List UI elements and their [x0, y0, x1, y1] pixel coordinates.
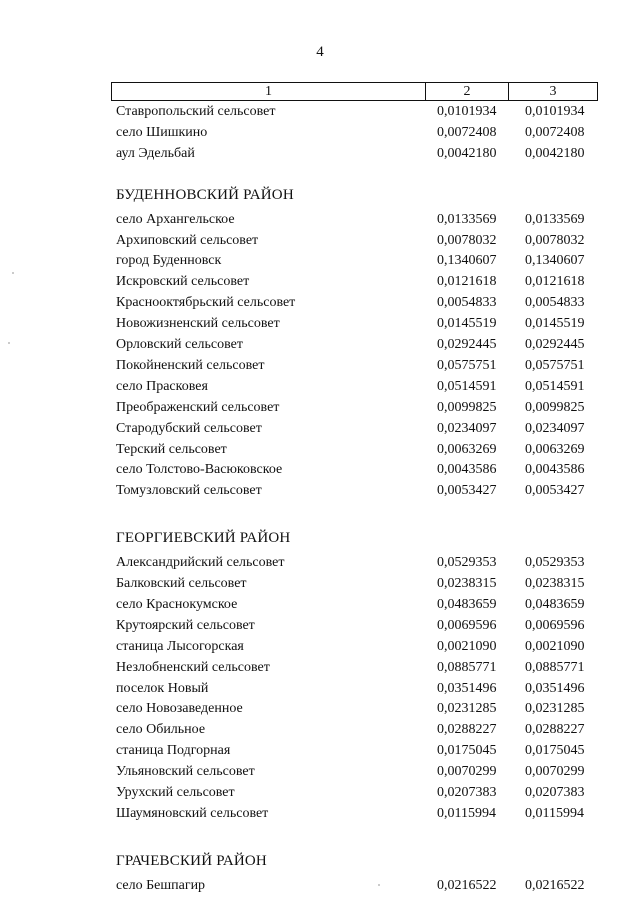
settlement-name: Александрийский сельсовет [116, 555, 285, 571]
value-col-3: 0,0101934 [525, 104, 585, 119]
settlement-name: Стародубский сельсовет [116, 420, 262, 436]
value-col-3: 0,0069596 [525, 617, 585, 633]
settlement-name: село Новозаведенное [116, 701, 243, 717]
table-row [0, 356, 640, 376]
value-col-3: 0,0207383 [525, 785, 585, 800]
table-row [0, 314, 640, 334]
table-row [0, 699, 640, 719]
value-col-2: 0,0043586 [437, 462, 497, 478]
value-col-3: 0,0121618 [525, 274, 585, 290]
table-row [0, 440, 640, 460]
settlement-name: Балковский сельсовет [116, 576, 247, 591]
district-heading-text: ГРАЧЕВСКИЙ РАЙОН [116, 852, 267, 869]
district-heading [0, 185, 640, 205]
value-col-3: 0,0078032 [525, 232, 585, 248]
value-col-2: 0,0885771 [437, 659, 497, 675]
table-row [0, 144, 640, 164]
table-row [0, 251, 640, 271]
value-col-2: 0,0099825 [437, 399, 497, 415]
value-col-3: 0,0288227 [525, 722, 585, 738]
column-header-3: 3 [509, 83, 598, 101]
value-col-3: 0,0053427 [525, 483, 585, 499]
table-row [0, 574, 640, 594]
value-col-2: 0,0069596 [437, 617, 497, 633]
value-col-2: 0,0529353 [437, 555, 497, 571]
settlement-name: аул Эдельбай [116, 145, 195, 161]
value-col-2: 0,0175045 [437, 743, 497, 759]
district-heading-text: БУДЕННОВСКИЙ РАЙОН [116, 186, 294, 203]
value-col-2: 0,0070299 [437, 764, 497, 780]
settlement-name: Искровский сельсовет [116, 274, 250, 290]
settlement-name: Краснооктябрьский сельсовет [116, 295, 296, 311]
settlement-name: Урухский сельсовет [116, 785, 235, 800]
value-col-3: 0,0021090 [525, 638, 585, 654]
settlement-name: Томузловский сельсовет [116, 483, 262, 499]
table-row [0, 293, 640, 313]
value-col-3: 0,0133569 [525, 211, 585, 227]
settlement-name: Ставропольский сельсовет [116, 104, 276, 119]
settlement-name: станица Подгорная [116, 743, 231, 759]
settlement-name: Покойненский сельсовет [116, 357, 265, 373]
value-col-3: 0,0514591 [525, 378, 585, 394]
settlement-name: село Обильное [116, 722, 206, 738]
table-row [0, 335, 640, 355]
settlement-name: село Шишкино [116, 124, 208, 140]
value-col-3: 0,0072408 [525, 124, 585, 140]
value-col-3: 0,0238315 [525, 576, 585, 591]
scan-speck [12, 272, 14, 274]
table-row [0, 553, 640, 573]
table-row [0, 741, 640, 761]
table-row [0, 231, 640, 251]
table-row [0, 377, 640, 397]
table-row [0, 398, 640, 418]
value-col-3: 0,0351496 [525, 680, 585, 696]
value-col-2: 0,0575751 [437, 357, 497, 373]
value-col-2: 0,0483659 [437, 596, 497, 612]
settlement-name: Шаумяновский сельсовет [116, 805, 269, 821]
value-col-3: 0,0483659 [525, 596, 585, 612]
value-col-2: 0,0101934 [437, 104, 497, 119]
table-row [0, 637, 640, 657]
settlement-name: село Краснокумское [116, 596, 238, 612]
value-col-2: 0,0292445 [437, 337, 497, 352]
value-col-3: 0,0115994 [525, 805, 584, 821]
settlement-name: Новожизненский сельсовет [116, 316, 280, 332]
settlement-name: село Прасковея [116, 378, 208, 394]
table-row [0, 658, 640, 678]
value-col-3: 0,0292445 [525, 337, 585, 352]
value-col-3: 0,0216522 [525, 877, 585, 893]
table-row [0, 460, 640, 480]
value-col-2: 0,0216522 [437, 877, 497, 893]
district-heading-text: ГЕОРГИЕВСКИЙ РАЙОН [116, 530, 291, 547]
table-row [0, 876, 640, 896]
value-col-3: 0,0231285 [525, 701, 585, 717]
column-header-1: 1 [112, 83, 426, 101]
table-row [0, 783, 640, 803]
value-col-2: 0,0514591 [437, 378, 497, 394]
settlement-name: село Толстово-Васюковское [116, 462, 283, 478]
settlement-name: село Бешпагир [116, 877, 206, 893]
value-col-3: 0,0043586 [525, 462, 585, 478]
table-row [0, 720, 640, 740]
value-col-3: 0,0063269 [525, 441, 585, 457]
value-col-3: 0,1340607 [525, 253, 585, 269]
value-col-3: 0,0099825 [525, 399, 585, 415]
table-row [0, 595, 640, 615]
value-col-2: 0,0115994 [437, 805, 496, 821]
table-row [0, 804, 640, 824]
table-row [0, 272, 640, 292]
settlement-name: станица Лысогорская [116, 638, 244, 654]
table-row [0, 762, 640, 782]
value-col-3: 0,0175045 [525, 743, 585, 759]
value-col-2: 0,0288227 [437, 722, 497, 738]
scan-speck [378, 884, 380, 886]
table-row [0, 210, 640, 230]
value-col-3: 0,0575751 [525, 357, 585, 373]
settlement-name: Терский сельсовет [116, 441, 227, 457]
settlement-name: Преображенский сельсовет [116, 399, 280, 415]
scan-speck [8, 342, 10, 344]
value-col-2: 0,0234097 [437, 420, 497, 436]
value-col-3: 0,0042180 [525, 145, 585, 161]
value-col-3: 0,0234097 [525, 420, 585, 436]
settlement-name: село Архангельское [116, 211, 235, 227]
value-col-2: 0,0021090 [437, 638, 497, 654]
value-col-3: 0,0054833 [525, 295, 585, 311]
value-col-3: 0,0885771 [525, 659, 585, 675]
settlement-name: Крутоярский сельсовет [116, 617, 255, 633]
settlement-name: Ульяновский сельсовет [116, 764, 255, 780]
value-col-2: 0,0053427 [437, 483, 497, 499]
page-number: 4 [316, 44, 324, 60]
value-col-2: 0,0145519 [437, 316, 497, 332]
district-heading [0, 528, 640, 548]
value-col-2: 0,0054833 [437, 295, 497, 311]
value-col-2: 0,0351496 [437, 680, 497, 696]
table-row [0, 481, 640, 501]
table-row [0, 679, 640, 699]
table-row [0, 102, 640, 122]
table-row [0, 616, 640, 636]
settlement-name: Орловский сельсовет [116, 337, 243, 352]
value-col-3: 0,0529353 [525, 555, 585, 571]
value-col-2: 0,0072408 [437, 124, 497, 140]
value-col-2: 0,0207383 [437, 785, 497, 800]
column-header-2: 2 [426, 83, 509, 101]
value-col-3: 0,0145519 [525, 316, 585, 332]
value-col-2: 0,0063269 [437, 441, 497, 457]
settlement-name: поселок Новый [116, 680, 209, 696]
settlement-name: Незлобненский сельсовет [116, 659, 270, 675]
value-col-2: 0,0238315 [437, 576, 497, 591]
value-col-3: 0,0070299 [525, 764, 585, 780]
table-header [111, 82, 598, 101]
value-col-2: 0,0231285 [437, 701, 497, 717]
value-col-2: 0,0078032 [437, 232, 497, 248]
table-row [0, 419, 640, 439]
district-heading [0, 851, 640, 871]
settlement-name: город Буденновск [116, 253, 222, 269]
table-row [0, 123, 640, 143]
value-col-2: 0,0121618 [437, 274, 497, 290]
settlement-name: Архиповский сельсовет [116, 232, 259, 248]
value-col-2: 0,0133569 [437, 211, 497, 227]
value-col-2: 0,0042180 [437, 145, 497, 161]
value-col-2: 0,1340607 [437, 253, 497, 269]
